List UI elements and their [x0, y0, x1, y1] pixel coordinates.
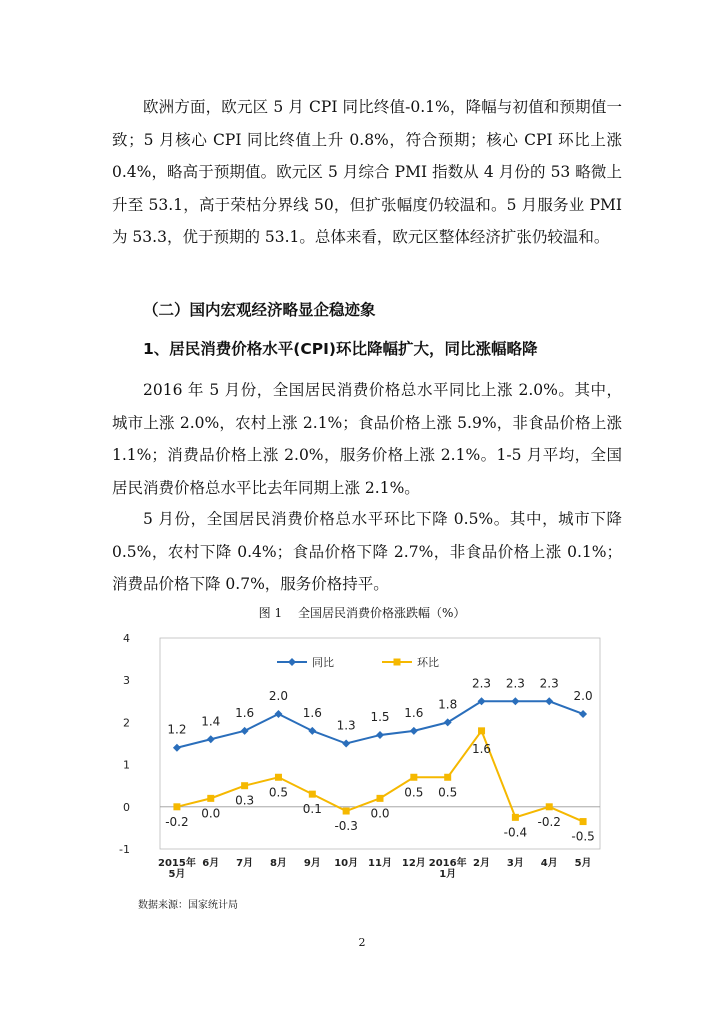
page-number: 2 — [358, 936, 366, 949]
data-point — [274, 710, 282, 718]
data-label: -0.2 — [165, 814, 189, 829]
data-label: -0.4 — [503, 825, 528, 840]
figure-caption — [0, 604, 724, 621]
data-label: 2.0 — [268, 688, 289, 703]
x-tick-label: 1月 — [439, 869, 457, 880]
data-label: -0.2 — [537, 814, 561, 829]
data-label: 1.3 — [336, 718, 356, 733]
section-heading: （二）国内宏观经济略显企稳迹象 — [143, 301, 376, 319]
paragraph-euro: 欧洲方面，欧元区 5 月 CPI 同比终值-0.1%，降幅与初值和预期值一致；5 月核心 CPI 同比终值上升 0.8%，符合预期；核心 CPI 环比上涨 0.4%，略高于预期值。欧元区 5 月综合 PMI 指数从 4 月份的 53 略微上升至 53.1，高于荣枯分界线 50，但扩张幅度仍较温和。5 月服务业 PMI 为 53.3，优于预期的 53.1。总体来看，欧元区整体经济扩张仍较温和。 — [112, 98, 622, 246]
subsection-heading: 1、居民消费价格水平(CPI)环比降幅扩大，同比涨幅略降 — [143, 340, 538, 358]
data-point — [410, 727, 418, 735]
data-label: 1.6 — [404, 705, 424, 720]
legend-marker — [288, 658, 296, 666]
y-tick-label: 4 — [123, 632, 130, 645]
data-point — [546, 803, 553, 810]
data-point — [410, 774, 417, 781]
x-tick-label: 2015年 — [158, 858, 196, 869]
cpi-line-chart — [112, 622, 612, 894]
x-tick-label: 6月 — [202, 858, 220, 869]
data-label: 2.0 — [573, 688, 593, 703]
x-tick-label: 4月 — [540, 858, 558, 869]
data-label: 1.8 — [438, 697, 458, 712]
y-tick-label: 0 — [123, 800, 130, 814]
data-point — [309, 791, 316, 798]
y-tick-label: 2 — [123, 716, 130, 730]
data-point — [207, 795, 214, 802]
data-point — [241, 727, 249, 735]
x-tick-label: 5月 — [168, 869, 186, 880]
data-point — [275, 774, 282, 781]
data-label: 2.3 — [471, 676, 492, 691]
x-tick-label: 11月 — [368, 858, 392, 869]
data-label: -0.5 — [571, 829, 595, 844]
x-tick-label: 10月 — [334, 858, 359, 869]
data-label: 1.6 — [302, 705, 322, 720]
data-point — [207, 735, 215, 743]
x-tick-label: 9月 — [303, 858, 321, 869]
data-label: 1.4 — [201, 714, 221, 729]
data-label: 2.3 — [539, 676, 559, 691]
x-tick-label: 2016年 — [428, 858, 467, 869]
x-tick-label: 3月 — [506, 858, 524, 869]
data-point — [376, 731, 384, 739]
data-label: 1.6 — [235, 705, 255, 720]
data-source: 数据来源：国家统计局 — [138, 900, 238, 911]
x-tick-label: 7月 — [236, 858, 254, 869]
data-label: 0.0 — [201, 806, 221, 821]
figure-number: 图 1 — [258, 606, 283, 620]
data-label: 0.3 — [235, 793, 255, 808]
data-point — [545, 697, 553, 705]
data-point — [511, 697, 519, 705]
y-tick-label: -1 — [119, 843, 130, 856]
data-point — [579, 710, 587, 718]
x-tick-label: 12月 — [401, 858, 426, 869]
x-tick-label: 5月 — [574, 858, 592, 869]
x-tick-label: 2月 — [473, 858, 491, 869]
data-point — [512, 814, 519, 821]
data-label: 0.5 — [268, 785, 289, 800]
data-label: 1.2 — [167, 722, 187, 737]
data-point — [241, 782, 248, 789]
data-point — [478, 727, 485, 734]
x-tick-label: 8月 — [269, 858, 287, 869]
figure-title: 全国居民消费价格涨跌幅（%） — [297, 606, 466, 620]
y-tick-label: 3 — [123, 674, 130, 688]
data-label: 0.1 — [302, 802, 322, 817]
data-label: -0.3 — [334, 819, 358, 834]
data-point — [173, 803, 180, 810]
data-point — [377, 795, 384, 802]
data-label: 0.5 — [404, 785, 424, 800]
data-point — [343, 808, 350, 815]
data-point — [444, 774, 451, 781]
data-point — [342, 740, 350, 748]
data-point — [308, 727, 316, 735]
paragraph-cpi-yoy: 2016 年 5 月份，全国居民消费价格总水平同比上涨 2.0%。其中，城市上涨 2.0%，农村上涨 2.1%；食品价格上涨 5.9%，非食品价格上涨 1.1%；消费品价格上涨 2.0%，服务价格上涨 2.1%。1-5 月平均，全国居民消费价格总水平比去年同期上涨 2.1%。 — [112, 381, 622, 497]
data-label: 0.5 — [438, 785, 458, 800]
data-label: 1.5 — [370, 710, 390, 725]
legend-marker — [394, 659, 401, 666]
data-point — [173, 744, 181, 752]
legend-label: 环比 — [417, 656, 439, 669]
legend-label: 同比 — [312, 656, 334, 669]
data-label: 1.6 — [471, 741, 492, 756]
data-point — [580, 818, 587, 825]
data-label: 2.3 — [505, 676, 525, 691]
y-tick-label: 1 — [123, 758, 130, 772]
data-label: 0.0 — [370, 806, 390, 821]
paragraph-cpi-mom: 5 月份，全国居民消费价格总水平环比下降 0.5%。其中，城市下降 0.5%，农村下降 0.4%；食品价格下降 2.7%，非食品价格上涨 0.1%；消费品价格下降 0.7%，服务价格持平。 — [112, 510, 622, 593]
